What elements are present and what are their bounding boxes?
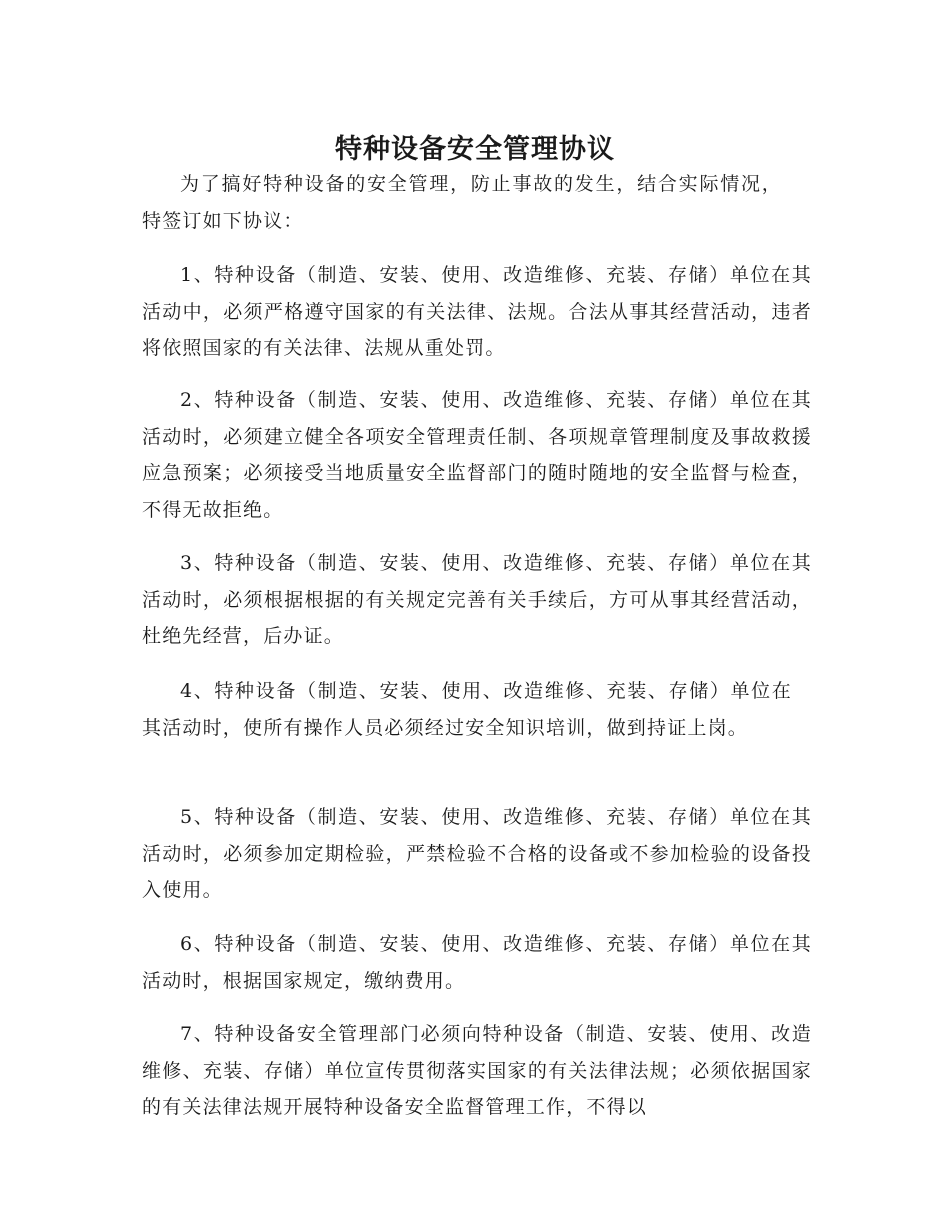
clause-5: 5、特种设备（制造、安装、使用、改造维修、充装、存储）单位在其活动时，必须参加定期检验，严禁检验不合格的设备或不参加检验的设备投入使用。	[142, 806, 812, 901]
clause-6: 6、特种设备（制造、安装、使用、改造维修、充装、存储）单位在其活动时，根据国家规定，缴纳费用。	[142, 933, 812, 992]
clause-7: 7、特种设备安全管理部门必须向特种设备（制造、安装、使用、改造维修、充装、存储）单位宣传贯彻落实国家的有关法律法规；必须依据国家的有关法律法规开展特种设备安全监督管理工作，不得以	[142, 1023, 812, 1118]
clause-1: 1、特种设备（制造、安装、使用、改造维修、充装、存储）单位在其活动中，必须严格遵守国家的有关法律、法规。合法从事其经营活动，违者将依照国家的有关法律、法规从重处罚。	[142, 264, 812, 359]
clause-4: 4、特种设备（制造、安装、使用、改造维修、充装、存储）单位在其活动时，使所有操作人员必须经过安全知识培训，做到持证上岗。	[142, 680, 792, 739]
intro-paragraph: 为了搞好特种设备的安全管理，防止事故的发生，结合实际情况，特签订如下协议：	[142, 173, 782, 232]
clause-3: 3、特种设备（制造、安装、使用、改造维修、充装、存储）单位在其活动时，必须根据根据的有关规定完善有关手续后，方可从事其经营活动，杜绝先经营，后办证。	[142, 552, 812, 647]
clause-2: 2、特种设备（制造、安装、使用、改造维修、充装、存储）单位在其活动时，必须建立健全各项安全管理责任制、各项规章管理制度及事故救援应急预案；必须接受当地质量安全监督部门的随时随地的安全监督与检查，不得无故拒绝。	[142, 389, 812, 521]
document-title: 特种设备安全管理协议	[335, 134, 615, 166]
